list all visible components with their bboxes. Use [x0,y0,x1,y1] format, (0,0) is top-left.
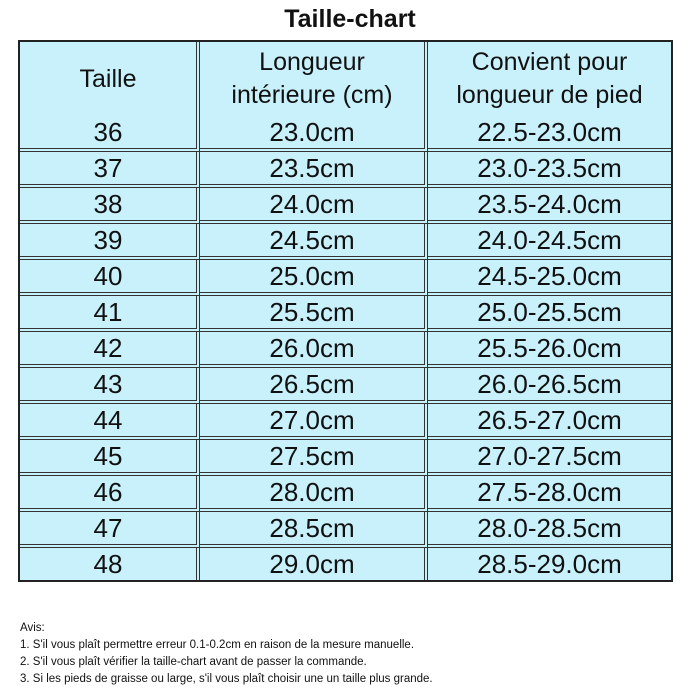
header-convient-pour [428,42,671,116]
table-row [20,224,671,260]
pied-cell: 27.0-27.5cm [428,440,671,476]
header-convient-line-2: longueur de pied [456,81,643,109]
header-convient-line-1: Convient pour [471,48,628,76]
pied-cell: 23.0-23.5cm [428,152,671,188]
page-title: Taille-chart [284,5,416,33]
note-item-1: 1. S'il vous plaît permettre erreur 0.1-0.2cm en raison de la mesure manuelle. [20,639,415,651]
pied-cell: 26.0-26.5cm [428,368,671,404]
longueur-cell: 26.0cm [200,332,428,368]
taille-cell: 46 [20,476,200,512]
longueur-cell: 28.5cm [200,512,428,548]
longueur-cell: 23.5cm [200,152,428,188]
taille-cell: 48 [20,548,200,580]
header-taille [20,42,200,116]
pied-cell: 24.0-24.5cm [428,224,671,260]
longueur-cell: 28.0cm [200,476,428,512]
header-row [20,42,671,116]
longueur-cell: 29.0cm [200,548,428,580]
table-row [20,512,671,548]
taille-cell: 44 [20,404,200,440]
table-row [20,476,671,512]
longueur-cell: 25.0cm [200,260,428,296]
header-taille-line-1: Taille [79,64,137,93]
pied-cell: 25.0-25.5cm [428,296,671,332]
table-row [20,368,671,404]
table-row [20,548,671,580]
table-row [20,404,671,440]
table-row [20,332,671,368]
table-row [20,116,671,152]
pied-cell: 24.5-25.0cm [428,260,671,296]
pied-cell: 27.5-28.0cm [428,476,671,512]
taille-cell: 37 [20,152,200,188]
size-chart-table [18,40,673,582]
table-row [20,152,671,188]
taille-cell: 45 [20,440,200,476]
pied-cell: 23.5-24.0cm [428,188,671,224]
pied-cell: 28.5-29.0cm [428,548,671,580]
table-row [20,440,671,476]
header-longueur-line-2: intérieure (cm) [231,81,393,109]
taille-cell: 41 [20,296,200,332]
pied-cell: 28.0-28.5cm [428,512,671,548]
taille-cell: 40 [20,260,200,296]
table-row [20,260,671,296]
longueur-cell: 26.5cm [200,368,428,404]
taille-cell: 36 [20,116,200,152]
table-row [20,188,671,224]
longueur-cell: 27.0cm [200,404,428,440]
taille-cell: 42 [20,332,200,368]
pied-cell: 25.5-26.0cm [428,332,671,368]
taille-cell: 39 [20,224,200,260]
longueur-cell: 27.5cm [200,440,428,476]
taille-cell: 43 [20,368,200,404]
longueur-cell: 25.5cm [200,296,428,332]
pied-cell: 26.5-27.0cm [428,404,671,440]
pied-cell: 22.5-23.0cm [428,116,671,152]
header-longueur-interieure [200,42,428,116]
longueur-cell: 24.0cm [200,188,428,224]
taille-cell: 47 [20,512,200,548]
table-row [20,296,671,332]
note-item-2: 2. S'il vous plaît vérifier la taille-chart avant de passer la commande. [20,656,367,668]
notes-heading: Avis: [20,622,45,634]
note-item-3: 3. Si les pieds de graisse ou large, s'il vous plaît choisir une un taille plus grande. [20,673,433,685]
header-longueur-line-1: Longueur [259,48,365,76]
longueur-cell: 24.5cm [200,224,428,260]
notes-section [20,620,690,688]
longueur-cell: 23.0cm [200,116,428,152]
taille-cell: 38 [20,188,200,224]
